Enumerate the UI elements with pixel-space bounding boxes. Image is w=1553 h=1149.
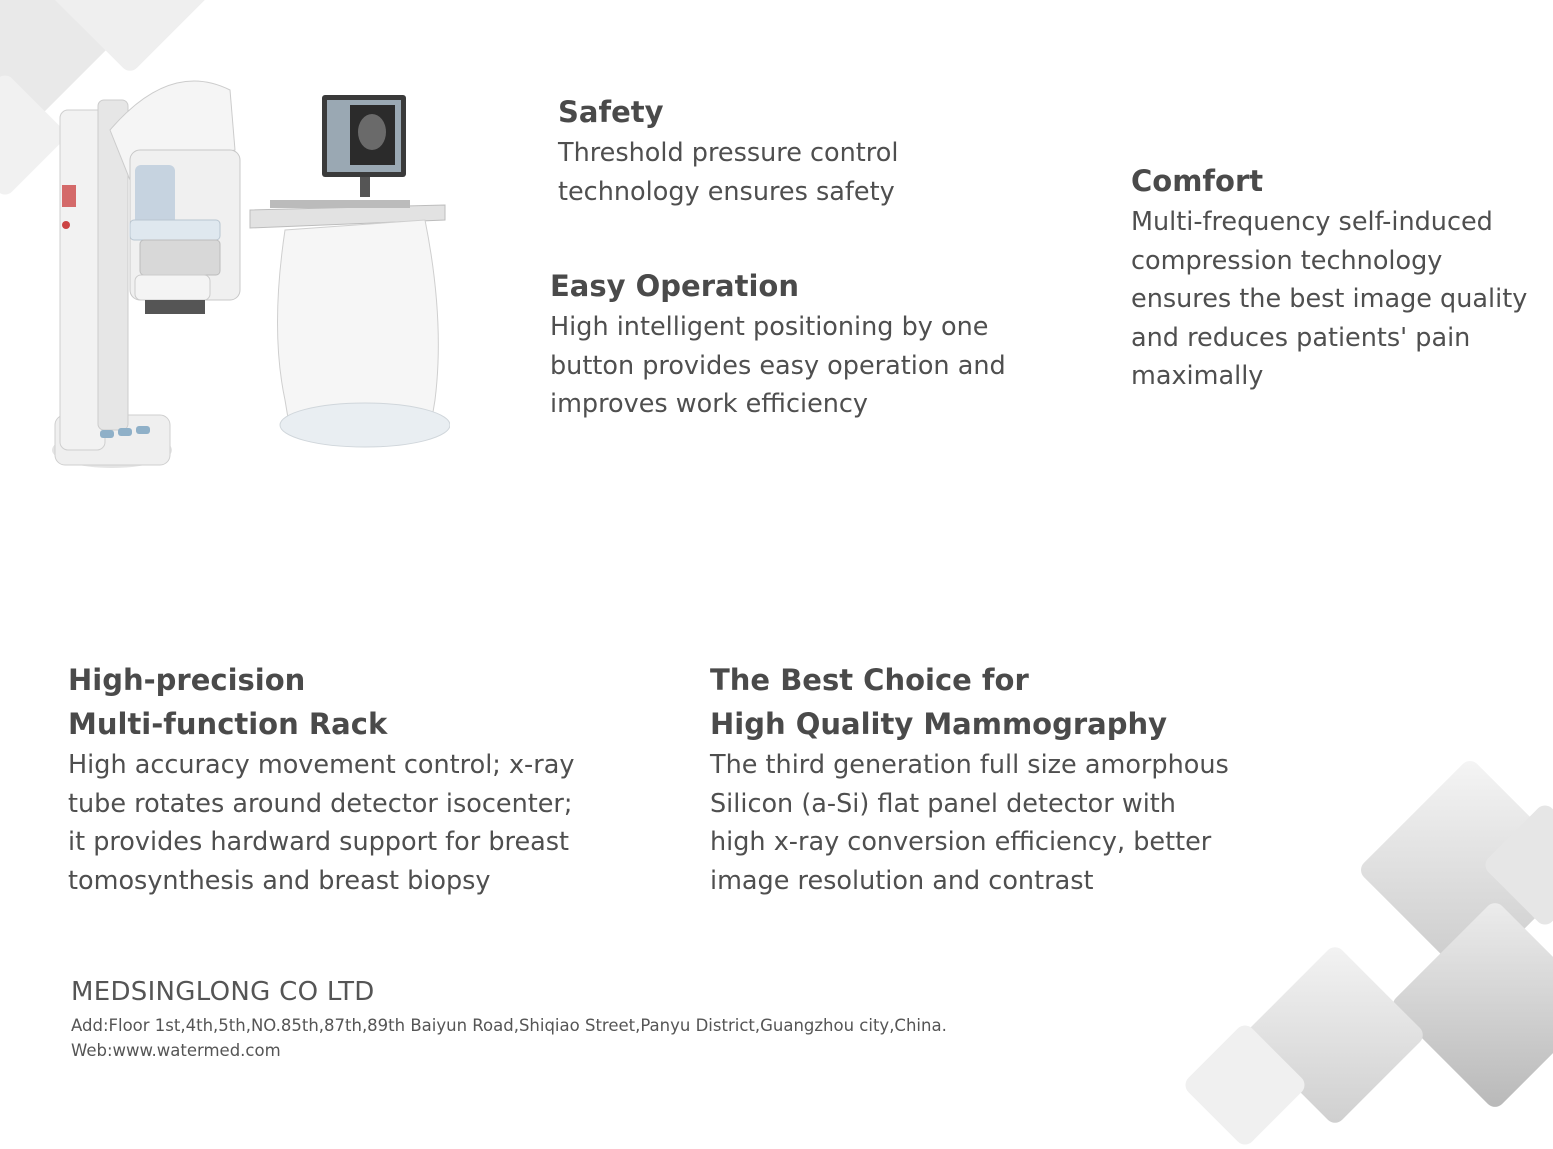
feature-rack-description: High accuracy movement control; x-ray tube rotates around detector isocenter; it provides hardward support for breast tomosynthesis and breast biopsy: [68, 750, 575, 896]
feature-easy-operation: [550, 264, 1006, 424]
workstation: [250, 95, 450, 447]
feature-safety-description: Threshold pressure control technology ensures safety: [558, 138, 899, 207]
feature-rack: [68, 658, 574, 900]
product-image: [50, 70, 450, 480]
company-website: Web:www.watermed.com: [71, 1041, 281, 1060]
feature-easy-operation-description: High intelligent positioning by one button provides easy operation and improves work efficiency: [550, 312, 1006, 419]
feature-comfort: [1131, 159, 1527, 396]
feature-safety-title: Safety: [558, 95, 664, 129]
feature-safety: [558, 90, 898, 211]
feature-comfort-description: Multi-frequency self-induced compression technology ensures the best image quality and reduces patients' pain maximally: [1131, 207, 1528, 391]
feature-best-choice-title: The Best Choice for High Quality Mammography: [710, 663, 1168, 741]
company-address: Add:Floor 1st,4th,5th,NO.85th,87th,89th Baiyun Road,Shiqiao Street,Panyu District,Guangzhou city,China.: [71, 1016, 947, 1035]
feature-best-choice-description: The third generation full size amorphous Silicon (a-Si) flat panel detector with high x-ray conversion efficiency, better image resolution and contrast: [710, 750, 1229, 896]
feature-rack-title: High-precision Multi-function Rack: [68, 663, 388, 741]
company-name: MEDSINGLONG CO LTD: [71, 977, 375, 1007]
feature-best-choice: [710, 658, 1229, 900]
feature-comfort-title: Comfort: [1131, 164, 1264, 198]
feature-easy-operation-title: Easy Operation: [550, 269, 799, 303]
mammography-unit: [52, 81, 240, 468]
